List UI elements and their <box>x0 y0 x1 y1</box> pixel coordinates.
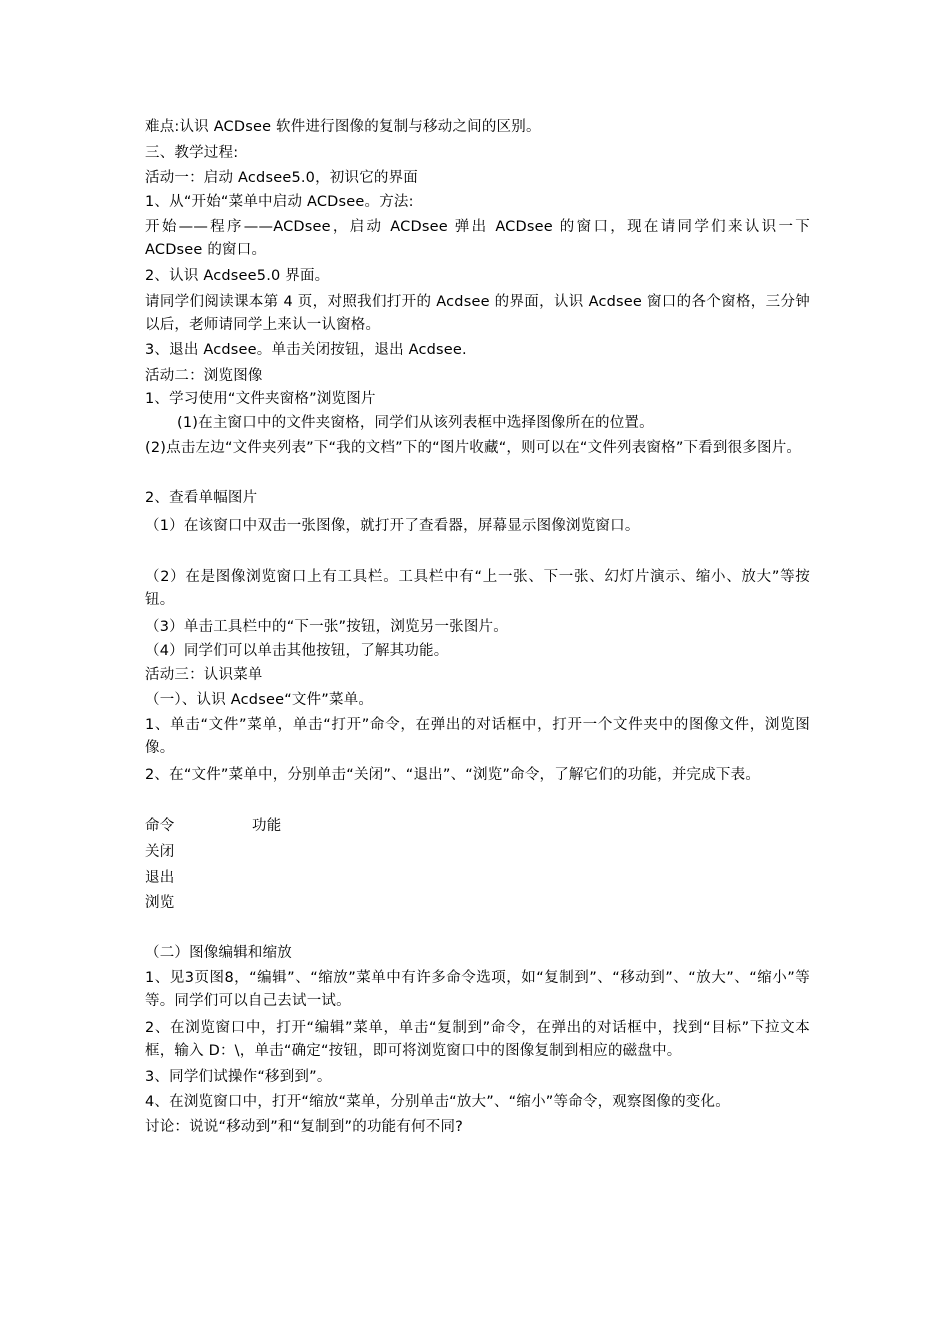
activity1-step2: 2、认识 Acdsee5.0 界面。 <box>145 268 330 284</box>
table-header-function: 功能 <box>252 818 282 834</box>
activity1-title: 活动一：启动 Acdsee5.0，初识它的界面 <box>145 170 419 186</box>
activity3-title: 活动三：认识菜单 <box>145 667 263 683</box>
discussion-line: 讨论：说说“移动到”和“复制到”的功能有何不同? <box>145 1119 464 1135</box>
activity2-step2: 2、查看单幅图片 <box>145 490 258 506</box>
activity1-step3: 3、退出 Acdsee。单击关闭按钮，退出 Acdsee. <box>145 342 467 358</box>
activity3-part2-step2: 2、在浏览窗口中，打开“编辑”菜单，单击“复制到”命令，在弹出的对话框中，找到“目标”下拉文本框，输入 D：\，单击“确定“按钮，即可将浏览窗口中的图像复制到相应的磁盘中。 <box>145 1020 810 1059</box>
activity1-step2-text: 请同学们阅读课本第 4 页，对照我们打开的 Acdsee 的界面，认识 Acdsee 窗口的各个窗格，三分钟以后，老师请同学上来认一认窗格。 <box>145 294 810 333</box>
activity3-part2-step1: 1、见3页图8，“编辑”、“缩放”菜单中有许多命令选项，如“复制到”、“移动到”、“放大”、“缩小”等等。同学们可以自己去试一试。 <box>145 970 810 1009</box>
activity2-step1: 1、学习使用“文件夹窗格”浏览图片 <box>145 391 376 407</box>
activity2-step2-4: （4）同学们可以单击其他按钮，了解其功能。 <box>145 643 449 659</box>
activity3-part2-step3: 3、同学们试操作“移到到”。 <box>145 1069 332 1085</box>
table-row-close: 关闭 <box>145 844 175 860</box>
activity3-part2: （二）图像编辑和缩放 <box>145 945 292 961</box>
activity2-step2-3: （3）单击工具栏中的“下一张”按钮，浏览另一张图片。 <box>145 619 508 635</box>
table-header-command: 命令 <box>145 818 175 834</box>
activity2-step1-b: (2)点击左边“文件夹列表”下“我的文档”下的“图片收藏“，则可以在“文件列表窗格”下看到很多图片。 <box>145 440 802 456</box>
activity3-part1-step2: 2、在“文件”菜单中，分别单击“关闭”、“退出”、“浏览”命令，了解它们的功能，并完成下表。 <box>145 767 761 783</box>
difficulty-line: 难点:认识 ACDsee 软件进行图像的复制与移动之间的区别。 <box>145 119 541 135</box>
activity1-step1: 1、从“开始“菜单中启动 ACDsee。方法: <box>145 194 414 210</box>
activity3-part1: （一）、认识 Acdsee“文件”菜单。 <box>145 692 374 708</box>
activity3-part1-step1: 1、单击“文件”菜单，单击“打开”命令，在弹出的对话框中，打开一个文件夹中的图像文件，浏览图像。 <box>145 717 810 756</box>
activity2-step2-1: （1）在该窗口中双击一张图像，就打开了查看器，屏幕显示图像浏览窗口。 <box>145 518 640 534</box>
table-row-browse: 浏览 <box>145 895 175 911</box>
activity2-step1-a: (1)在主窗口中的文件夹窗格，同学们从该列表框中选择图像所在的位置。 <box>177 415 654 431</box>
activity1-step1-text: 开始——程序——ACDsee，启动 ACDsee 弹出 ACDsee 的窗口，现在请同学们来认识一下 ACDsee 的窗口。 <box>145 219 810 258</box>
table-row-exit: 退出 <box>145 870 175 886</box>
section-heading: 三、教学过程: <box>145 145 239 161</box>
activity3-part2-step4: 4、在浏览窗口中，打开“缩放“菜单，分别单击“放大”、“缩小”等命令，观察图像的变化。 <box>145 1094 730 1110</box>
activity2-step2-2: （2）在是图像浏览窗口上有工具栏。工具栏中有“上一张、下一张、幻灯片演示、缩小、放大”等按钮。 <box>145 569 810 608</box>
activity2-title: 活动二：浏览图像 <box>145 368 263 384</box>
